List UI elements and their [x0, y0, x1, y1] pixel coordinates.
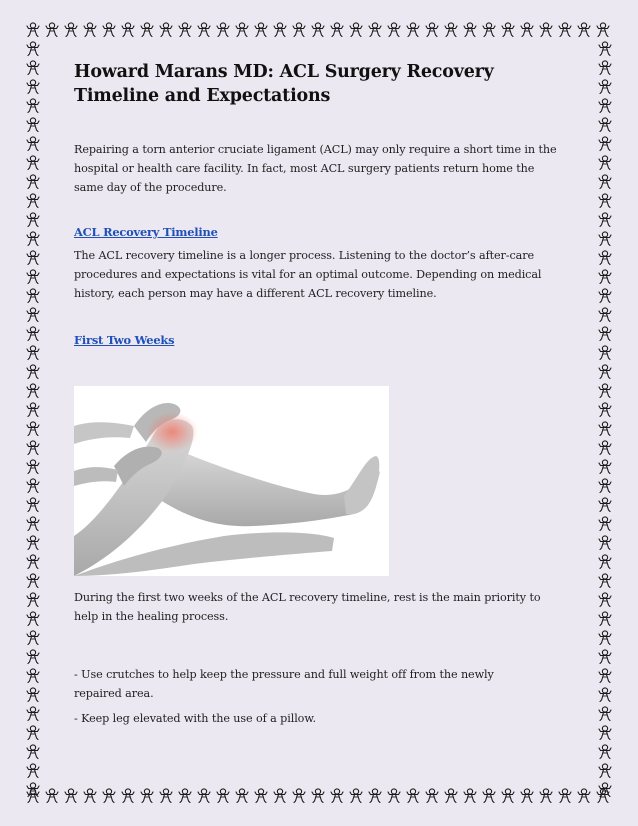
border-figure-icon [27, 308, 39, 322]
border-figure-icon [46, 23, 58, 37]
border-figure-icon [27, 536, 39, 550]
border-figure-icon [160, 23, 172, 37]
border-figure-icon [217, 23, 229, 37]
recovery-timeline-paragraph: The ACL recovery timeline is a longer process. Listening to the doctor’s after-care procedures and expectations is vital for an optimal outcome. Depending on medical history, each person may have a different ACL recovery timeline. [74, 249, 542, 300]
border-figure-icon [179, 23, 191, 37]
border-figure-icon [331, 23, 343, 37]
border-figure-icon [599, 764, 611, 778]
border-figure-icon [599, 441, 611, 455]
border-figure-icon [27, 460, 39, 474]
border-figure-icon [236, 789, 248, 803]
border-figure-icon [27, 42, 39, 56]
border-figure-icon [293, 23, 305, 37]
border-figure-icon [65, 23, 77, 37]
border-figure-icon [599, 175, 611, 189]
border-figure-icon [502, 789, 514, 803]
border-figure-icon [559, 789, 571, 803]
border-figure-icon [27, 365, 39, 379]
border-figure-icon [521, 23, 533, 37]
border-figure-icon [599, 783, 611, 797]
border-figure-icon [599, 99, 611, 113]
border-figure-icon [599, 688, 611, 702]
border-figure-icon [27, 498, 39, 512]
border-figure-icon [483, 789, 495, 803]
border-figure-icon [540, 23, 552, 37]
document-body [74, 60, 564, 350]
border-figure-icon [599, 650, 611, 664]
border-figure-icon [599, 346, 611, 360]
border-figure-icon [599, 517, 611, 531]
border-figure-icon [27, 422, 39, 436]
border-figure-icon [27, 23, 39, 37]
border-figure-icon [599, 536, 611, 550]
border-figure-icon [46, 789, 58, 803]
border-figure-icon [122, 789, 134, 803]
document-title: Howard Marans MD: ACL Surgery Recovery Timeline and Expectations [74, 62, 494, 106]
border-figure-icon [464, 23, 476, 37]
first-weeks-text [74, 588, 566, 728]
border-figure-icon [198, 23, 210, 37]
border-figure-icon [599, 498, 611, 512]
border-figure-icon [599, 365, 611, 379]
border-figure-icon [65, 789, 77, 803]
border-figure-icon [599, 156, 611, 170]
border-figure-icon [599, 327, 611, 341]
border-figure-icon [27, 156, 39, 170]
border-figure-icon [255, 23, 267, 37]
border-figure-icon [599, 669, 611, 683]
border-figure-icon [599, 479, 611, 493]
border-figure-icon [84, 23, 96, 37]
border-figure-icon [599, 194, 611, 208]
border-figure-icon [103, 23, 115, 37]
first-two-weeks-link[interactable]: First Two Weeks [74, 333, 175, 347]
border-figure-icon [27, 688, 39, 702]
border-figure-icon [599, 612, 611, 626]
border-figure-icon [312, 23, 324, 37]
border-figure-icon [350, 23, 362, 37]
border-figure-icon [599, 251, 611, 265]
border-figure-icon [599, 289, 611, 303]
border-figure-icon [599, 403, 611, 417]
crutches-bullet: - Use crutches to help keep the pressure and full weight off from the newly repaired area. [74, 668, 494, 700]
border-figure-icon [521, 789, 533, 803]
border-figure-icon [27, 175, 39, 189]
border-figure-icon [27, 137, 39, 151]
border-figure-icon [27, 403, 39, 417]
border-figure-icon [27, 574, 39, 588]
border-figure-icon [27, 99, 39, 113]
border-figure-icon [27, 232, 39, 246]
border-figure-icon [388, 23, 400, 37]
border-figure-icon [27, 783, 39, 797]
first-weeks-paragraph: During the first two weeks of the ACL recovery timeline, rest is the main priority to help in the healing process. [74, 591, 541, 623]
border-figure-icon [103, 789, 115, 803]
border-figure-icon [27, 593, 39, 607]
border-figure-icon [27, 707, 39, 721]
border-figure-icon [369, 23, 381, 37]
border-figure-icon [293, 789, 305, 803]
border-figure-icon [27, 517, 39, 531]
border-figure-icon [84, 789, 96, 803]
border-figure-icon [274, 789, 286, 803]
knee-pain-photo [74, 386, 389, 576]
border-figure-icon [578, 789, 590, 803]
border-figure-icon [599, 118, 611, 132]
border-figure-icon [236, 23, 248, 37]
border-figure-icon [27, 726, 39, 740]
border-figure-icon [578, 23, 590, 37]
border-figure-icon [141, 789, 153, 803]
border-figure-icon [369, 789, 381, 803]
border-figure-icon [27, 251, 39, 265]
border-figure-icon [502, 23, 514, 37]
border-figure-icon [27, 346, 39, 360]
intro-paragraph: Repairing a torn anterior cruciate ligament (ACL) may only require a short time in the hospital or health care facility. In fact, most ACL surgery patients return home the same day of the procedure. [74, 143, 557, 194]
border-figure-icon [599, 460, 611, 474]
border-figure-icon [445, 23, 457, 37]
border-figure-icon [312, 789, 324, 803]
border-figure-icon [27, 118, 39, 132]
border-figure-icon [198, 789, 210, 803]
border-figure-icon [407, 789, 419, 803]
border-figure-icon [599, 574, 611, 588]
border-figure-icon [27, 745, 39, 759]
border-figure-icon [599, 80, 611, 94]
border-figure-icon [599, 555, 611, 569]
border-figure-icon [445, 789, 457, 803]
border-figure-icon [388, 789, 400, 803]
border-figure-icon [27, 631, 39, 645]
border-figure-icon [407, 23, 419, 37]
border-figure-icon [217, 789, 229, 803]
border-figure-icon [483, 23, 495, 37]
border-figure-icon [27, 555, 39, 569]
border-figure-icon [27, 61, 39, 75]
border-figure-icon [27, 764, 39, 778]
border-figure-icon [255, 789, 267, 803]
border-figure-icon [331, 789, 343, 803]
border-figure-icon [559, 23, 571, 37]
border-figure-icon [597, 789, 609, 803]
border-figure-icon [122, 23, 134, 37]
border-figure-icon [599, 593, 611, 607]
border-figure-icon [599, 745, 611, 759]
border-figure-icon [27, 194, 39, 208]
border-figure-icon [599, 232, 611, 246]
border-figure-icon [160, 789, 172, 803]
border-figure-icon [27, 789, 39, 803]
border-figure-icon [599, 42, 611, 56]
border-figure-icon [179, 789, 191, 803]
border-figure-icon [27, 289, 39, 303]
border-figure-icon [141, 23, 153, 37]
border-figure-icon [27, 327, 39, 341]
border-figure-icon [597, 23, 609, 37]
border-figure-icon [27, 669, 39, 683]
border-figure-icon [274, 23, 286, 37]
border-figure-icon [599, 631, 611, 645]
border-figure-icon [540, 789, 552, 803]
border-figure-icon [464, 789, 476, 803]
border-figure-icon [599, 384, 611, 398]
border-figure-icon [599, 707, 611, 721]
border-figure-icon [426, 23, 438, 37]
border-figure-icon [350, 789, 362, 803]
border-figure-icon [27, 213, 39, 227]
border-figure-icon [599, 726, 611, 740]
border-figure-icon [27, 650, 39, 664]
border-figure-icon [599, 137, 611, 151]
border-figure-icon [27, 479, 39, 493]
border-figure-icon [599, 213, 611, 227]
border-figure-icon [599, 308, 611, 322]
border-figure-icon [27, 441, 39, 455]
border-figure-icon [27, 612, 39, 626]
border-figure-icon [599, 61, 611, 75]
border-figure-icon [599, 270, 611, 284]
border-figure-icon [27, 384, 39, 398]
border-figure-icon [27, 80, 39, 94]
acl-recovery-timeline-link[interactable]: ACL Recovery Timeline [74, 225, 218, 239]
border-figure-icon [599, 422, 611, 436]
border-figure-icon [426, 789, 438, 803]
border-figure-icon [27, 270, 39, 284]
elevate-leg-bullet: - Keep leg elevated with the use of a pillow. [74, 712, 316, 725]
